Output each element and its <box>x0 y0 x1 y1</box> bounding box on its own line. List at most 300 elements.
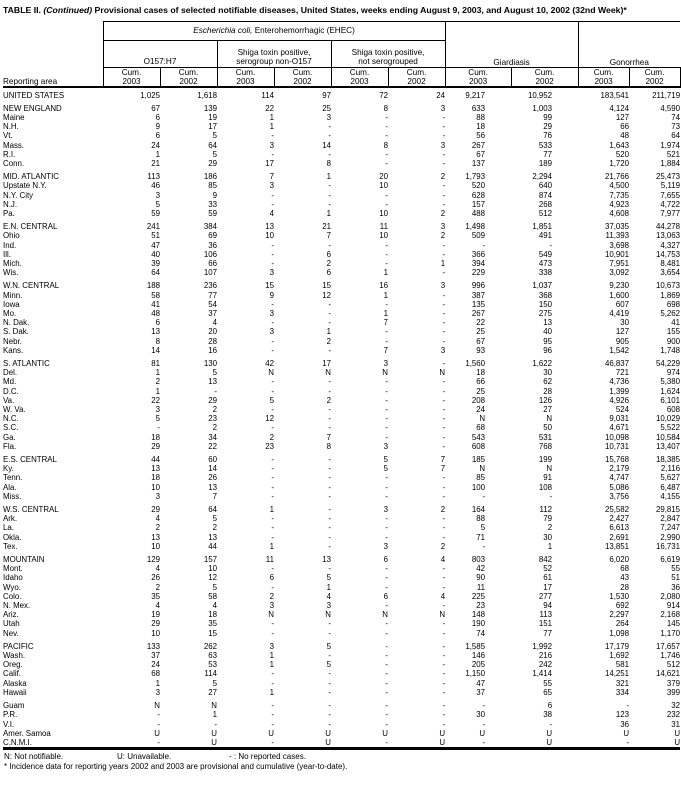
value-cell: 394 <box>471 258 486 268</box>
value-cell: - <box>328 473 331 483</box>
value-cell: 1,542 <box>609 345 630 355</box>
symbol-key-line <box>4 752 681 762</box>
value-cell: N <box>439 368 446 378</box>
reporting-area-header: Reporting area <box>3 21 103 87</box>
value-cell: 2,297 <box>609 610 630 620</box>
value-cell: 7,977 <box>660 208 681 218</box>
value-cell: - <box>385 336 388 346</box>
value-cell: - <box>442 564 446 574</box>
value-cell: - <box>328 190 331 200</box>
value-cell: 1 <box>383 308 388 318</box>
value-cell: 3,756 <box>609 491 630 501</box>
value-cell: 10 <box>208 564 217 574</box>
value-cell: 13 <box>543 318 553 328</box>
value-cell: 36 <box>671 582 681 592</box>
value-cell: 3 <box>269 181 274 191</box>
value-cell: 19 <box>151 610 160 620</box>
value-cell: 6 <box>155 131 160 141</box>
value-cell: 275 <box>538 308 553 318</box>
value-cell: 127 <box>615 327 630 337</box>
value-cell: 379 <box>666 678 681 688</box>
value-cell: 68 <box>476 423 486 433</box>
value-cell: 2,990 <box>660 532 681 542</box>
value-cell: 3 <box>269 601 274 611</box>
value-cell: 1,618 <box>197 90 217 100</box>
value-cell: 12 <box>265 414 274 424</box>
table-row <box>3 268 680 277</box>
table-row <box>3 191 680 200</box>
title-continued: (Continued) <box>43 5 93 15</box>
value-cell: - <box>442 358 446 368</box>
value-cell: - <box>328 240 331 250</box>
value-cell: 13,063 <box>655 231 681 241</box>
value-cell: 15 <box>322 281 331 291</box>
value-cell: - <box>442 112 446 122</box>
value-cell: 6,487 <box>660 482 681 492</box>
value-cell: - <box>385 199 388 209</box>
table-title <box>3 5 675 16</box>
value-cell: - <box>442 149 446 159</box>
value-cell: U <box>479 728 486 738</box>
value-cell: - <box>482 719 486 729</box>
value-cell: - <box>385 299 388 309</box>
value-cell: N <box>325 610 331 620</box>
value-cell: 25 <box>322 103 331 113</box>
value-cell: - <box>271 737 274 747</box>
giardiasis-group-header: Giardiasis <box>445 21 578 67</box>
value-cell: 768 <box>538 441 553 451</box>
value-cell: 34 <box>208 432 217 442</box>
table-row <box>3 423 680 432</box>
value-cell: 8 <box>326 441 331 451</box>
value-cell: 242 <box>538 660 553 670</box>
table-row <box>3 573 680 582</box>
value-cell: 491 <box>538 231 553 241</box>
value-cell: 1,498 <box>465 222 486 232</box>
value-cell: 334 <box>615 687 630 697</box>
value-cell: 608 <box>666 405 681 414</box>
reporting-area-cell: Miss. <box>3 491 22 501</box>
reporting-area-cell: Maine <box>3 112 25 122</box>
value-cell: 803 <box>471 555 486 565</box>
shiga-non-o157-line2: serogroup non-O157 <box>236 57 312 66</box>
reporting-area-cell: D.C. <box>3 386 19 396</box>
value-cell: 10,731 <box>604 441 630 451</box>
value-cell: 9 <box>155 122 160 132</box>
value-cell: 4,736 <box>609 377 630 387</box>
value-cell: 4,926 <box>609 395 630 405</box>
value-cell: 95 <box>543 336 553 346</box>
value-cell: 18 <box>151 432 160 442</box>
value-cell: 2 <box>440 541 446 551</box>
value-cell: 8 <box>383 140 388 150</box>
footnote-dash: - : No reported cases. <box>229 752 306 762</box>
table-row <box>3 387 680 396</box>
value-cell: - <box>442 441 446 451</box>
table-row <box>3 172 680 181</box>
value-cell: 6,020 <box>609 555 630 565</box>
value-cell: - <box>385 432 388 442</box>
value-cell: - <box>482 491 486 501</box>
value-cell: 17 <box>322 358 331 368</box>
value-cell: 22 <box>265 103 274 113</box>
value-cell: 10 <box>379 231 388 241</box>
value-cell: 608 <box>471 441 486 451</box>
value-cell: 29 <box>543 122 553 132</box>
reporting-area-cell: W. Va. <box>3 405 26 414</box>
value-cell: 47 <box>151 240 160 250</box>
table-row <box>3 359 680 368</box>
value-cell: 10,952 <box>527 90 553 100</box>
value-cell: 28 <box>543 386 553 396</box>
value-cell: 44,278 <box>655 222 681 232</box>
value-cell: 3,698 <box>609 240 630 250</box>
value-cell: 17,179 <box>604 641 630 651</box>
value-cell: 157 <box>471 199 486 209</box>
value-cell: 12 <box>208 573 217 583</box>
value-cell: 1,748 <box>660 345 681 355</box>
value-cell: 9 <box>269 290 274 300</box>
value-cell: 6,613 <box>609 523 630 533</box>
value-cell: 1 <box>326 582 331 592</box>
value-cell: 2 <box>547 523 553 533</box>
value-cell: - <box>385 423 388 433</box>
value-cell: 85 <box>476 473 486 483</box>
value-cell: - <box>442 532 446 542</box>
reporting-area-cell: La. <box>3 523 14 533</box>
value-cell: 1,720 <box>609 158 630 168</box>
value-cell: 48 <box>151 308 160 318</box>
value-cell: U <box>325 728 331 738</box>
value-cell: 146 <box>471 651 486 661</box>
value-cell: 5 <box>383 455 388 465</box>
value-cell: 14,621 <box>655 669 681 679</box>
value-cell: 5 <box>212 582 217 592</box>
value-cell: 41 <box>671 318 681 328</box>
value-cell: 18,385 <box>655 455 681 465</box>
table-row <box>3 601 680 610</box>
value-cell: 1,098 <box>609 628 630 638</box>
value-cell: 5,119 <box>660 181 681 191</box>
value-cell: 50 <box>543 423 553 433</box>
value-cell: 10 <box>151 541 160 551</box>
value-cell: 1 <box>326 327 331 337</box>
table-row <box>3 442 680 451</box>
value-cell: 4 <box>155 514 160 524</box>
value-cell: 267 <box>471 140 486 150</box>
value-cell: 13 <box>151 464 160 474</box>
value-cell: 24 <box>436 90 446 100</box>
value-cell: 77 <box>543 628 553 638</box>
value-cell: 3 <box>440 103 446 113</box>
reporting-area-cell: Md. <box>3 377 17 387</box>
value-cell: 5 <box>155 199 160 209</box>
value-cell: 3 <box>269 641 274 651</box>
value-cell: N <box>382 610 388 620</box>
table-row <box>3 337 680 346</box>
value-cell: 22 <box>208 441 217 451</box>
value-cell: - <box>385 131 388 141</box>
value-cell: 13,851 <box>604 541 630 551</box>
value-cell: 2 <box>440 172 446 182</box>
value-cell: - <box>442 514 446 524</box>
value-cell: 18 <box>476 122 486 132</box>
value-cell: 26 <box>208 473 217 483</box>
value-cell: 44 <box>208 541 217 551</box>
table-row <box>3 729 680 738</box>
value-cell: 2 <box>269 432 274 442</box>
value-cell: - <box>385 158 388 168</box>
value-cell: 91 <box>543 473 553 483</box>
value-cell: 488 <box>471 208 486 218</box>
reporting-area-cell: Okla. <box>3 532 22 542</box>
value-cell: 23 <box>265 441 274 451</box>
value-cell: - <box>271 678 274 688</box>
value-cell: - <box>385 710 388 720</box>
cum-2003-header: Cum. 2003 <box>578 67 629 87</box>
value-cell: N <box>268 368 274 378</box>
value-cell: 76 <box>543 131 553 141</box>
value-cell: - <box>442 249 446 259</box>
value-cell: 7 <box>440 455 446 465</box>
reporting-area-cell: N.Y. City <box>3 190 34 200</box>
value-cell: 54 <box>208 299 217 309</box>
value-cell: 67 <box>476 149 486 159</box>
value-cell: 18 <box>208 610 217 620</box>
value-cell: 11 <box>379 222 388 232</box>
reporting-area-cell: Alaska <box>3 678 27 688</box>
value-cell: 88 <box>476 112 486 122</box>
reporting-area-cell: MOUNTAIN <box>3 555 45 565</box>
value-cell: 51 <box>151 231 160 241</box>
reporting-area-cell: Kans. <box>3 345 24 355</box>
value-cell: 13,407 <box>655 441 681 451</box>
value-cell: 633 <box>471 103 486 113</box>
value-cell: 996 <box>471 281 486 291</box>
value-cell: 11 <box>265 555 274 565</box>
value-cell: 6 <box>269 573 274 583</box>
value-cell: 74 <box>476 628 486 638</box>
value-cell: 164 <box>471 505 486 515</box>
value-cell: 16 <box>208 345 217 355</box>
value-cell: 5,262 <box>660 308 681 318</box>
table-row <box>3 629 680 638</box>
value-cell: 533 <box>538 140 553 150</box>
value-cell: 29,815 <box>655 505 681 515</box>
value-cell: - <box>442 582 446 592</box>
value-cell: 27 <box>208 687 217 697</box>
value-cell: 1 <box>269 660 274 670</box>
table-row <box>3 113 680 122</box>
value-cell: 520 <box>471 181 486 191</box>
value-cell: - <box>549 719 553 729</box>
value-cell: 17 <box>208 122 217 132</box>
value-cell: 2 <box>326 258 331 268</box>
footnote-u: U: Unavailable. <box>117 752 172 762</box>
value-cell: 14,753 <box>655 249 681 259</box>
value-cell: 8 <box>155 336 160 346</box>
value-cell: 16 <box>379 281 388 291</box>
table-row <box>3 669 680 678</box>
value-cell: - <box>385 482 388 492</box>
value-cell: 8,481 <box>660 258 681 268</box>
value-cell: 4 <box>326 591 331 601</box>
reporting-area-cell: N.J. <box>3 199 18 209</box>
value-cell: 4,722 <box>660 199 681 209</box>
table-row <box>3 231 680 240</box>
reporting-area-cell: N.C. <box>3 414 19 424</box>
value-cell: 874 <box>538 190 553 200</box>
value-cell: 7 <box>326 432 331 442</box>
value-cell: 30 <box>476 710 486 720</box>
value-cell: - <box>442 678 446 688</box>
table-row <box>3 327 680 336</box>
reporting-area-cell: S. Dak. <box>3 327 29 337</box>
value-cell: 25,473 <box>655 172 681 182</box>
value-cell: - <box>271 405 274 414</box>
value-cell: 512 <box>666 660 681 670</box>
reporting-area-cell: UNITED STATES <box>3 90 65 100</box>
value-cell: U <box>154 728 160 738</box>
value-cell: - <box>328 482 331 492</box>
value-cell: 225 <box>471 591 486 601</box>
value-cell: - <box>328 491 331 501</box>
value-cell: - <box>328 514 331 524</box>
value-cell: 4,608 <box>609 208 630 218</box>
value-cell: 4,124 <box>609 103 630 113</box>
table-row <box>3 738 680 749</box>
value-cell: - <box>442 131 446 141</box>
value-cell: 6 <box>383 555 388 565</box>
value-cell: 6 <box>155 318 160 328</box>
value-cell: 1 <box>155 149 160 159</box>
value-cell: 15,768 <box>604 455 630 465</box>
value-cell: 1 <box>155 368 160 378</box>
value-cell: 37 <box>151 651 160 661</box>
value-cell: 4 <box>155 564 160 574</box>
value-cell: 1,037 <box>532 281 553 291</box>
value-cell: - <box>385 532 388 542</box>
value-cell: 9 <box>212 190 217 200</box>
value-cell: 524 <box>615 405 630 414</box>
value-cell: 1 <box>383 268 388 278</box>
value-cell: - <box>442 386 446 396</box>
value-cell: N <box>325 368 331 378</box>
value-cell: 58 <box>208 591 217 601</box>
value-cell: 4,155 <box>660 491 681 501</box>
value-cell: 199 <box>538 455 553 465</box>
value-cell: - <box>328 455 331 465</box>
value-cell: - <box>385 641 388 651</box>
value-cell: 64 <box>208 505 217 515</box>
value-cell: - <box>328 414 331 424</box>
value-cell: N <box>546 464 553 474</box>
value-cell: 7,735 <box>609 190 630 200</box>
value-cell: 145 <box>666 619 681 629</box>
reporting-area-cell: Conn. <box>3 158 25 168</box>
value-cell: - <box>157 737 160 747</box>
value-cell: - <box>385 573 388 583</box>
value-cell: 88 <box>476 514 486 524</box>
value-cell: 4,419 <box>609 308 630 318</box>
value-cell: 512 <box>538 208 553 218</box>
reporting-area-cell: Ark. <box>3 514 18 524</box>
value-cell: 2 <box>212 523 217 533</box>
value-cell: 5 <box>269 395 274 405</box>
value-cell: 123 <box>615 710 630 720</box>
value-cell: 51 <box>671 573 681 583</box>
value-cell: 3 <box>269 268 274 278</box>
value-cell: 914 <box>666 601 681 611</box>
value-cell: 112 <box>539 505 553 515</box>
value-cell: 97 <box>322 90 331 100</box>
value-cell: - <box>442 327 446 337</box>
value-cell: 5 <box>212 149 217 159</box>
value-cell: 29 <box>208 395 217 405</box>
value-cell: - <box>271 514 274 524</box>
value-cell: 38 <box>543 710 553 720</box>
value-cell: 46,837 <box>604 358 630 368</box>
table-row <box>3 564 680 573</box>
value-cell: 26 <box>151 573 160 583</box>
value-cell: 37,035 <box>604 222 630 232</box>
value-cell: 366 <box>471 249 486 259</box>
cum-2002-header: Cum. 2002 <box>629 67 680 87</box>
value-cell: 18 <box>476 368 486 378</box>
value-cell: 113 <box>539 610 553 620</box>
value-cell: 150 <box>538 299 553 309</box>
table-row <box>3 150 680 159</box>
value-cell: U <box>674 728 681 738</box>
reporting-area-cell: C.N.M.I. <box>3 737 32 747</box>
value-cell: N <box>268 610 274 620</box>
value-cell: 23 <box>476 601 486 611</box>
value-cell: - <box>271 249 274 259</box>
value-cell: 20 <box>208 327 217 337</box>
value-cell: 205 <box>471 660 486 670</box>
value-cell: 3 <box>326 112 331 122</box>
value-cell: 267 <box>471 308 486 318</box>
reporting-area-cell: Ind. <box>3 240 17 250</box>
value-cell: 40 <box>543 327 553 337</box>
value-cell: 9,031 <box>609 414 630 424</box>
value-cell: 2 <box>212 423 217 433</box>
value-cell: 13 <box>322 555 331 565</box>
value-cell: - <box>385 582 388 592</box>
table-row <box>3 181 680 190</box>
value-cell: - <box>328 377 331 387</box>
value-cell: 1,746 <box>660 651 681 661</box>
value-cell: 7 <box>440 464 446 474</box>
reporting-area-cell: Minn. <box>3 290 23 300</box>
table-row <box>3 701 680 710</box>
value-cell: - <box>271 473 274 483</box>
value-cell: - <box>328 181 331 191</box>
value-cell: - <box>385 737 388 747</box>
value-cell: - <box>328 131 331 141</box>
value-cell: 29 <box>151 505 160 515</box>
reporting-area-cell: Wash. <box>3 651 26 661</box>
table-row <box>3 455 680 464</box>
value-cell: 11 <box>476 582 486 592</box>
reporting-area-cell: R.I. <box>3 149 16 159</box>
value-cell: - <box>328 423 331 433</box>
value-cell: 2 <box>212 405 217 414</box>
value-cell: 262 <box>203 641 217 651</box>
value-cell: - <box>385 395 388 405</box>
value-cell: 3,092 <box>609 268 630 278</box>
value-cell: 216 <box>538 651 553 661</box>
